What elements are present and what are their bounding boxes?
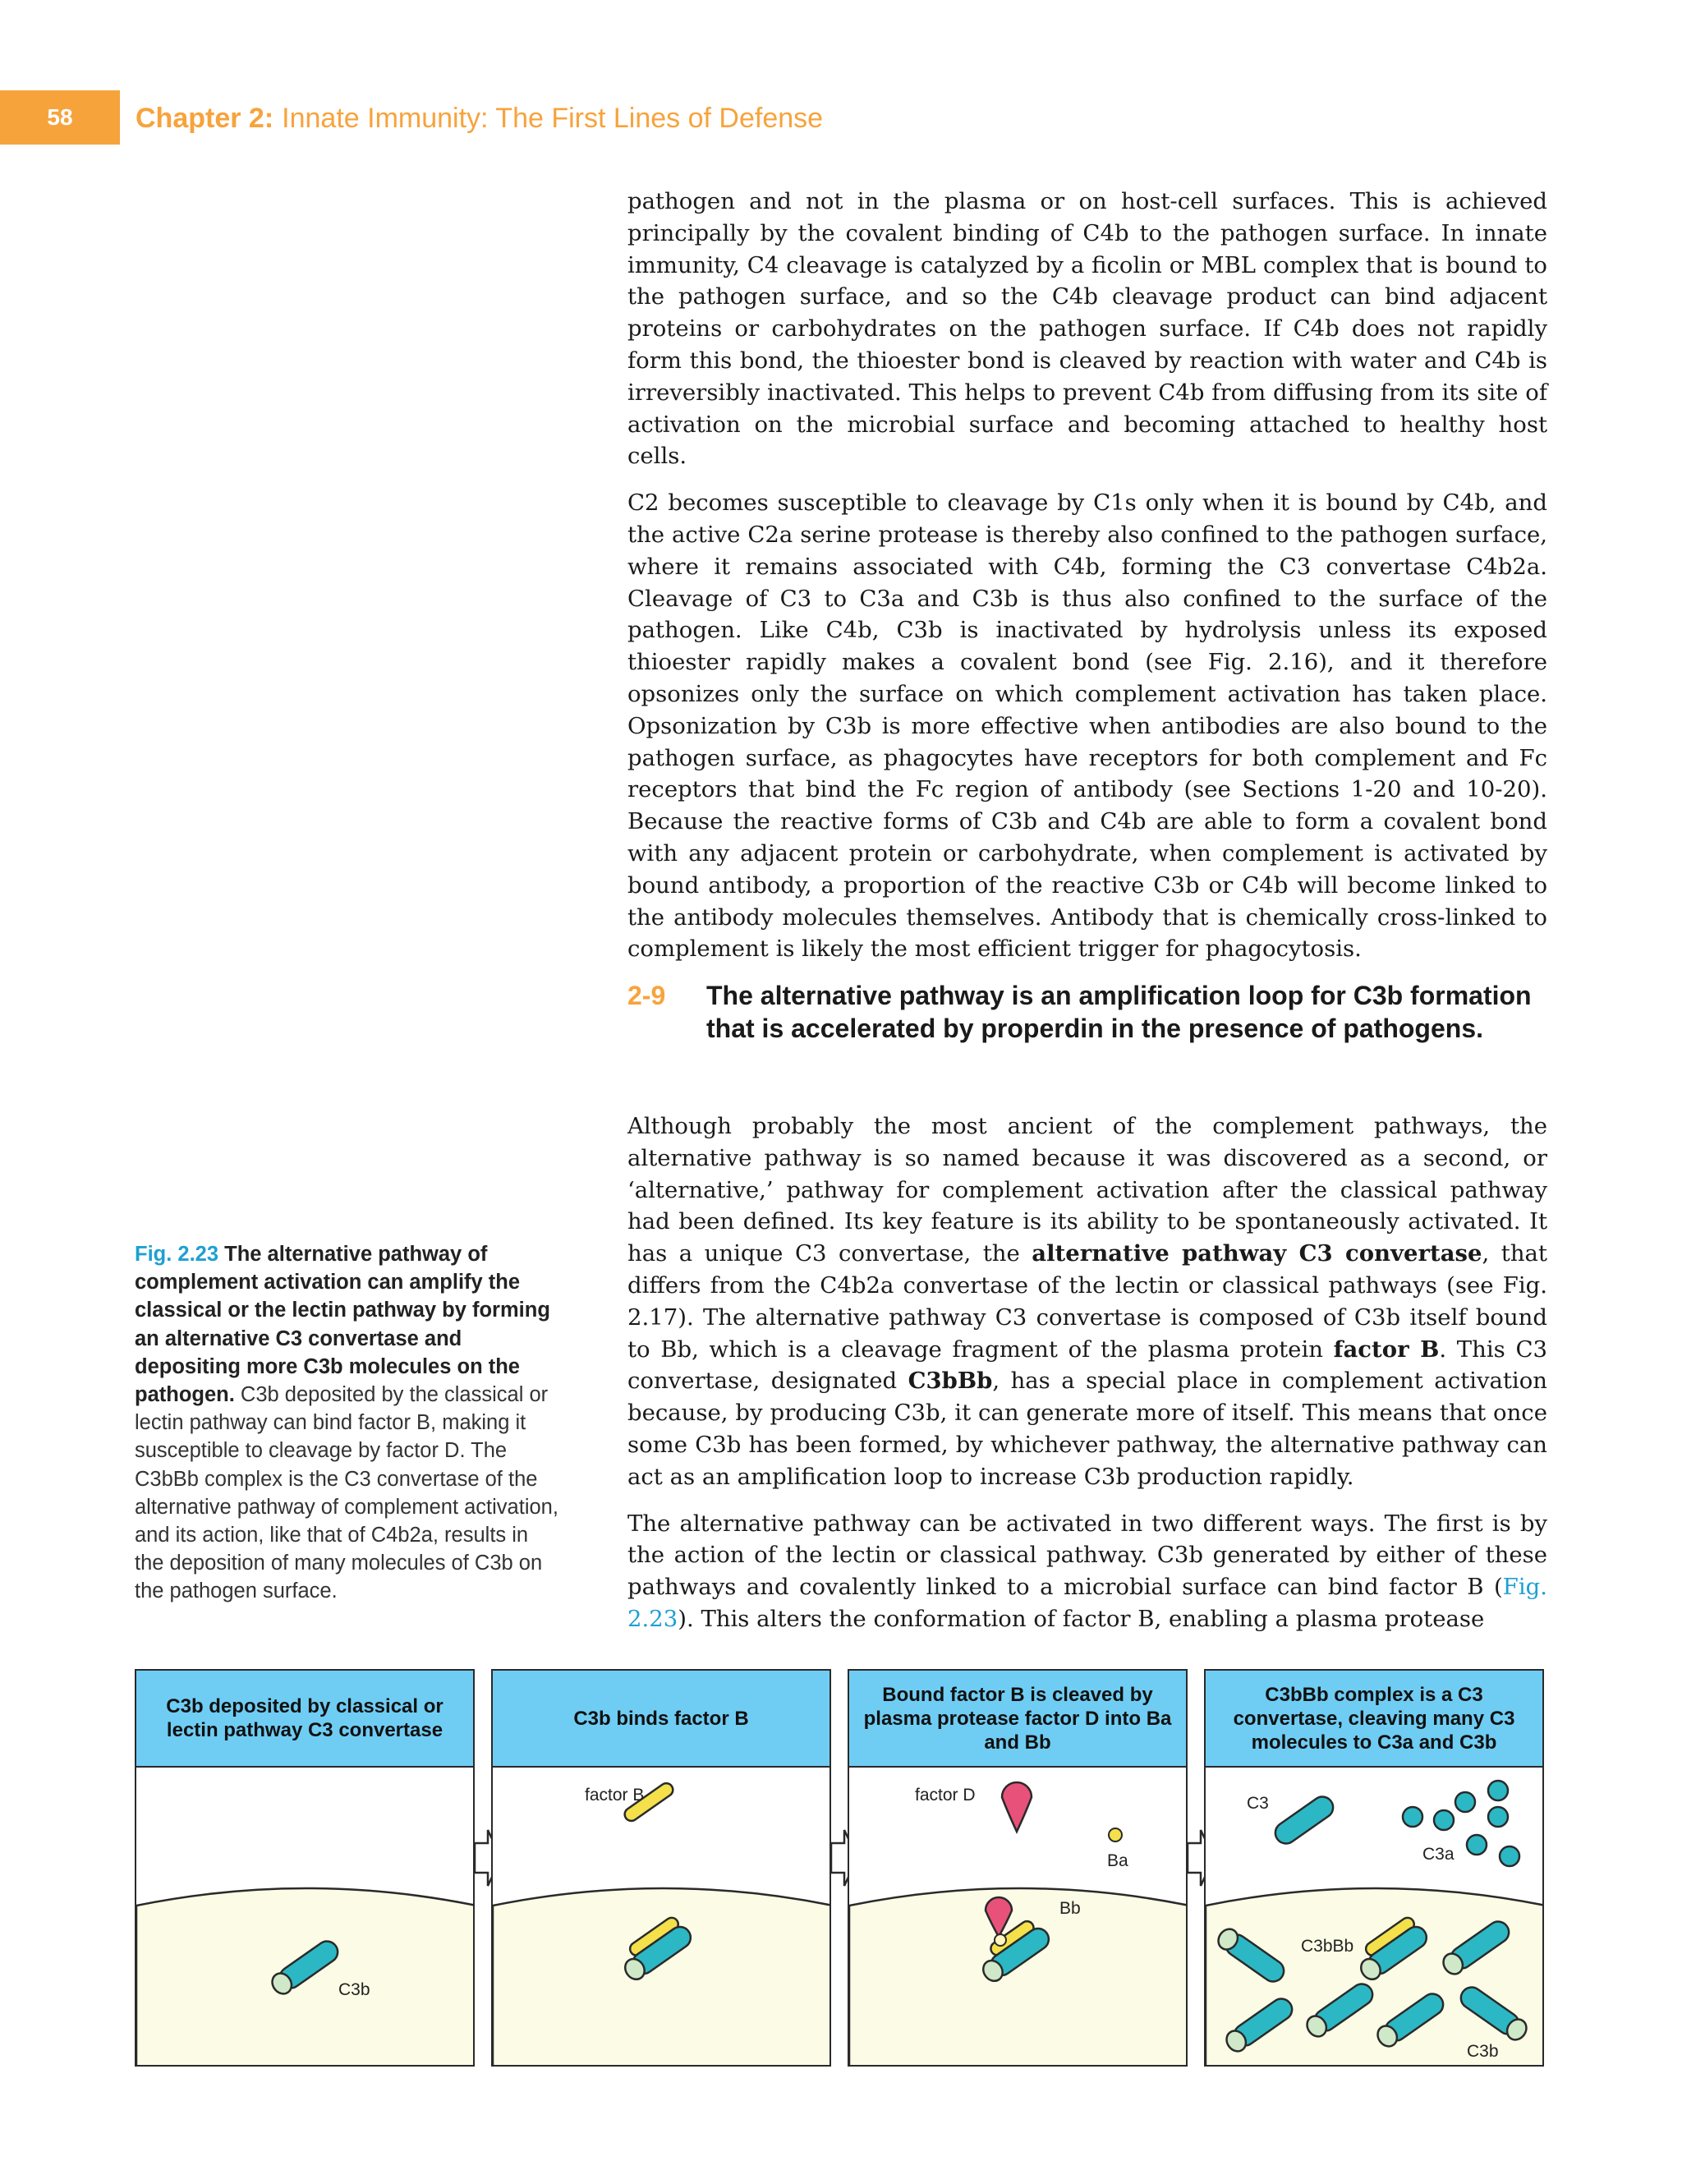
- caption-title: The alternative pathway of complement activation can amplify the classical or the lectin pathway by forming an alternative C3 convertase and depositing more C3b molecules on the pathogen.: [135, 1243, 550, 1407]
- figure-2-23: [135, 1669, 1547, 2068]
- p3-text-c: , that differs from the C4b2a convertase of the lectin or classical pathways (see Fig. 2.17). The alternative pathway C3 convertase is composed of C3b itself bound to Bb, which is a cleavage fragment of the plasma protein: [627, 1240, 1547, 1363]
- label-c3b: C3b: [1467, 2042, 1499, 2061]
- body-column-top: [627, 186, 1547, 980]
- panel-3-illustration: [849, 1768, 1188, 2067]
- section-number: 2-9: [627, 981, 666, 1010]
- page-number: 58: [0, 90, 120, 145]
- term-c3bbb: C3bBb: [908, 1368, 993, 1395]
- caption-body: C3b deposited by the classical or lectin pathway can bind factor B, making it susceptible to cleavage by factor D. The C3bBb complex is the C3 convertase of the alternative pathway of complement activation, and its action, like that of C4b2a, results in the deposition of many molecules of C3b on the pathogen surface.: [135, 1383, 558, 1603]
- cleavage-site: [995, 1934, 1006, 1946]
- label-bb: Bb: [1059, 1899, 1081, 1918]
- figure-panel-1: [135, 1669, 475, 2067]
- p4-text-a: The alternative pathway can be activated in two different ways. The first is by the action of the lectin or classical pathway. C3b generated by either of these pathways and covalently linked to a microbial surface can bind factor B (: [627, 1510, 1547, 1601]
- body-column-bottom: [627, 1110, 1547, 1650]
- figure-panel-2: [491, 1669, 831, 2067]
- label-c3b: C3b: [338, 1980, 370, 1999]
- term-factor-b: factor B: [1333, 1336, 1440, 1363]
- label-ba: Ba: [1107, 1851, 1128, 1870]
- caption-label: Fig. 2.23: [135, 1243, 219, 1266]
- chapter-label: Chapter 2:: [136, 102, 274, 134]
- p3-text-e: . This C3 convertase, designated: [627, 1336, 1547, 1395]
- pathogen-surface: [493, 1888, 831, 2067]
- label-factor-b: factor B: [585, 1786, 645, 1805]
- chapter-title: Innate Immunity: The First Lines of Defense: [282, 102, 824, 134]
- panel-4-header: C3bBb complex is a C3 convertase, cleaving many C3 molecules to C3a and C3b: [1206, 1671, 1542, 1768]
- section-heading: [627, 979, 1547, 1045]
- figure-caption: [135, 1240, 562, 1606]
- ba-fragment: [1109, 1828, 1122, 1841]
- c3a-fragments: [1403, 1781, 1519, 1866]
- p3-text-a: Although probably the most ancient of the complement pathways, the alternative pathway is so named because it was discovered as a second, or ‘alternative,’ pathway for complement activation after the classical pathway had been defined. Its key feature is its ability to be spontaneously activated. It has a unique C3 convertase, the: [627, 1113, 1547, 1267]
- panel-1-header: C3b deposited by classical or lectin pathway C3 convertase: [136, 1671, 473, 1768]
- figure-reference-link[interactable]: Fig. 2.23: [627, 1574, 1547, 1632]
- panel-3-header: Bound factor B is cleaved by plasma protease factor D into Ba and Bb: [849, 1671, 1186, 1768]
- label-c3a: C3a: [1422, 1845, 1455, 1864]
- paragraph-1: pathogen and not in the plasma or on host-cell surfaces. This is achieved principally by the covalent binding of C4b to the pathogen surface. In innate immunity, C4 cleavage is catalyzed by a ficolin or MBL complex that is bound to the pathogen surface, and so the C4b cleavage product can bind adjacent proteins or carbohydrates on the pathogen surface. If C4b does not rapidly form this bond, the thioester bond is cleaved by reaction with water and C4b is irreversibly inactivated. This helps to prevent C4b from diffusing from its site of activation on the microbial surface and becoming attached to healthy host cells.: [627, 188, 1547, 470]
- label-c3bbb: C3bBb: [1301, 1937, 1354, 1956]
- p3-text-g: , has a special place in complement activation because, by producing C3b, it can generate more of itself. This means that once some C3b has been formed, by whichever pathway, the alternative pathway can act as an amplification loop to increase C3b production rapidly.: [627, 1368, 1547, 1490]
- running-head: [136, 94, 823, 142]
- panel-4-illustration: [1206, 1768, 1544, 2067]
- factor-d-protease: [1002, 1782, 1032, 1832]
- label-factor-d: factor D: [915, 1786, 976, 1805]
- paragraph-3: [627, 1110, 1547, 1493]
- p4-text-b: ). This alters the conformation of factor B, enabling a plasma protease: [678, 1605, 1485, 1632]
- paragraph-4: [627, 1508, 1547, 1635]
- pathogen-surface: [849, 1888, 1188, 2067]
- panel-2-illustration: [493, 1768, 831, 2067]
- panel-2-header: C3b binds factor B: [493, 1671, 830, 1768]
- label-c3: C3: [1247, 1794, 1269, 1813]
- term-alt-convertase: alternative pathway C3 convertase: [1032, 1240, 1482, 1267]
- panel-1-illustration: [136, 1768, 475, 2067]
- section-title: The alternative pathway is an amplification loop for C3b formation that is accelerated by properdin in the presence of pathogens.: [706, 981, 1532, 1043]
- c3-molecule: [1271, 1792, 1337, 1847]
- paragraph-2: C2 becomes susceptible to cleavage by C1s only when it is bound by C4b, and the active C2a serine protease is thereby also confined to the pathogen surface, where it remains associated with C4b, forming the C3 convertase C4b2a. Cleavage of C3 to C3a and C3b is thus also confined to the surface of the pathogen. Like C4b, C3b is inactivated by hydrolysis unless its exposed thioester rapidly makes a covalent bond (see Fig. 2.16), and it therefore opsonizes only the surface on which complement activation has taken place. Opsonization by C3b is more effective when antibodies are also bound to the pathogen surface, as phagocytes have receptors for both complement and Fc receptors that bind the Fc region of antibody (see Sections 1-20 and 10-20). Because the reactive forms of C3b and C4b are able to form a covalent bond with any adjacent protein or carbohydrate, when complement is activated by bound antibody, a proportion of the reactive C3b or C4b will become linked to the antibody molecules themselves. Antibody that is chemically cross-linked to complement is likely the most efficient trigger for phagocytosis.: [627, 490, 1547, 963]
- figure-panel-3: [848, 1669, 1188, 2067]
- figure-panel-4: [1204, 1669, 1544, 2067]
